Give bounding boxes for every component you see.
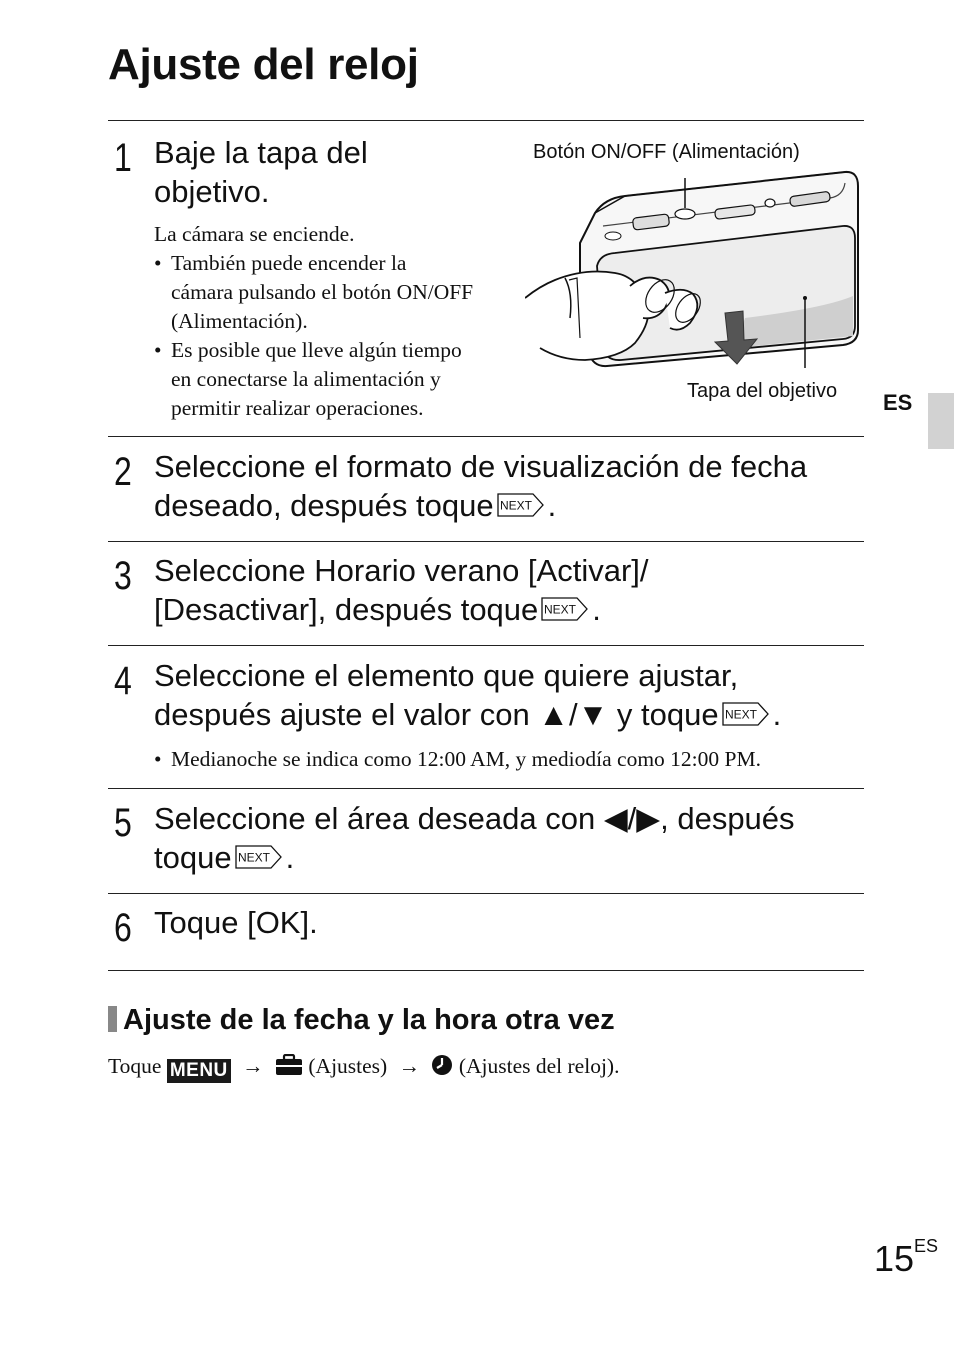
- step-4-number: 4: [114, 659, 132, 703]
- bullet-dot: •: [154, 747, 162, 771]
- section-divider: [108, 788, 864, 789]
- next-icon: [497, 493, 545, 517]
- step-5-line2: toque: [154, 840, 232, 875]
- step-3-line2: [Desactivar], después toque: [154, 592, 539, 627]
- step-2-line2-wrap: [154, 486, 807, 525]
- bullet-2-line-1: Es posible que lleve algún tiempo: [171, 338, 462, 362]
- step-4-line1: Seleccione el elemento que quiere ajustar,: [154, 658, 739, 693]
- bullet-dot: •: [154, 338, 162, 362]
- next-icon: [541, 597, 589, 621]
- section-divider: [108, 120, 864, 121]
- next-icon: [722, 702, 770, 726]
- step-2-end: .: [547, 488, 557, 523]
- step-6-line1: Toque [OK].: [154, 905, 318, 940]
- step-3-line2-wrap: [154, 590, 649, 629]
- section-divider: [108, 970, 864, 971]
- settings-label: (Ajustes): [308, 1054, 388, 1078]
- step-4-note: [154, 745, 854, 774]
- step-1-bullet-2: [154, 336, 514, 423]
- step-3-end: .: [592, 592, 601, 627]
- step-1-intro: La cámara se enciende.: [154, 222, 355, 246]
- bullet-1-line-1: También puede encender la: [171, 251, 407, 275]
- next-icon-label: NEXT: [237, 850, 270, 865]
- bullet-1-line-2: cámara pulsando el botón ON/OFF: [171, 280, 474, 304]
- section-divider: [108, 893, 864, 894]
- step-5-heading: [154, 799, 795, 877]
- next-icon-label: NEXT: [544, 602, 577, 617]
- menu-icon: MENU: [167, 1059, 231, 1083]
- camera-illustration: [525, 168, 865, 368]
- bullet-1-line-3: (Alimentación).: [171, 309, 308, 333]
- step-4-line2-wrap: [154, 695, 781, 734]
- path-touch-text: Toque: [108, 1054, 162, 1078]
- next-icon: [235, 845, 283, 869]
- step-5-end: .: [285, 840, 295, 875]
- step-2-heading: [154, 447, 807, 525]
- step-3-number: 3: [114, 554, 132, 598]
- page-title: Ajuste del reloj: [108, 40, 419, 89]
- clock-icon: [431, 1054, 453, 1076]
- section-marker-icon: [108, 1006, 117, 1032]
- step-5-number: 5: [114, 801, 132, 845]
- step-1-bullet-1: [154, 249, 514, 336]
- language-tab-bar: [928, 393, 954, 449]
- caption-on-off-button: Botón ON/OFF (Alimentación): [533, 141, 800, 163]
- step-2-line1: Seleccione el formato de visualización de fecha: [154, 449, 808, 484]
- bullet-2-line-3: permitir realizar operaciones.: [171, 396, 424, 420]
- step-1-heading-line2: objetivo.: [154, 174, 270, 209]
- step-2-number: 2: [114, 450, 132, 494]
- settings-toolbox-icon: [275, 1054, 303, 1076]
- step-3-heading: [154, 551, 649, 629]
- step-3-line1: Seleccione Horario verano [Activar]/: [154, 553, 649, 588]
- caption-lens-cover: Tapa del objetivo: [687, 380, 838, 402]
- step-1-heading: [154, 133, 368, 211]
- section-divider: [108, 541, 864, 542]
- step-1-heading-line1: Baje la tapa del: [154, 135, 368, 170]
- step-4-note-bullet: [154, 745, 854, 774]
- section-divider: [108, 645, 864, 646]
- subsection-title-text: Ajuste de la fecha y la hora otra vez: [123, 1004, 615, 1036]
- language-tab-label: ES: [883, 390, 913, 415]
- step-6-number: 6: [114, 906, 132, 950]
- page-number: [874, 1238, 938, 1280]
- step-4-end: .: [772, 697, 782, 732]
- subsection-title: [108, 1004, 615, 1037]
- page-number-value: 15: [874, 1238, 915, 1279]
- next-icon-label: NEXT: [724, 707, 757, 722]
- step-5-line1: Seleccione el área deseada con ◀/▶, después: [154, 801, 795, 836]
- page-number-suffix: ES: [914, 1236, 939, 1256]
- step-1-number: 1: [114, 136, 132, 180]
- step-4-line2: después ajuste el valor con ▲/▼ y toque: [154, 697, 719, 732]
- section-divider: [108, 436, 864, 437]
- step-4-heading: [154, 656, 781, 734]
- menu-path: [108, 1054, 619, 1083]
- bullet-dot: •: [154, 251, 162, 275]
- step-1-body: [154, 220, 514, 423]
- step-5-line2-wrap: [154, 838, 795, 877]
- arrow-icon: →: [398, 1054, 421, 1078]
- clock-settings-label: (Ajustes del reloj).: [458, 1054, 620, 1078]
- step-4-note-text: Medianoche se indica como 12:00 AM, y mediodía como 12:00 PM.: [171, 747, 761, 771]
- step-2-line2: deseado, después toque: [154, 488, 494, 523]
- bullet-2-line-2: en conectarse la alimentación y: [171, 367, 441, 391]
- arrow-icon: →: [242, 1054, 264, 1078]
- next-icon-label: NEXT: [499, 498, 532, 513]
- step-6-heading: [154, 903, 318, 942]
